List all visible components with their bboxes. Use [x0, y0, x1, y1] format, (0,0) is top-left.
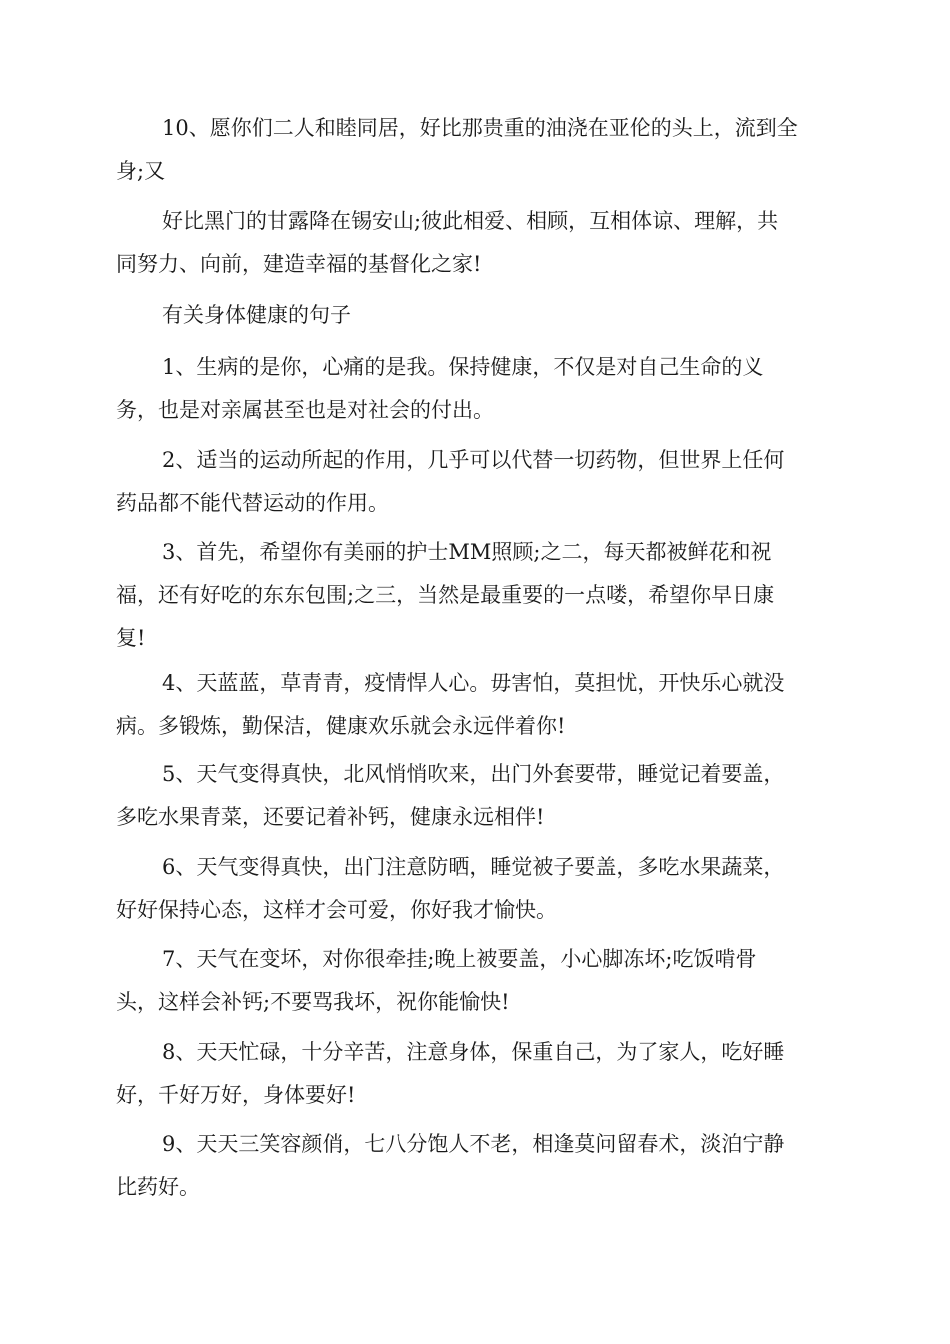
text-line: 4、天蓝蓝，草青青，疫情悍人心。毋害怕，莫担忧，开快乐心就没	[162, 671, 785, 695]
paragraph-6	[116, 846, 834, 932]
paragraph-3	[116, 531, 834, 660]
text-line: 复!	[116, 626, 146, 650]
text-line: 5、天气变得真快，北风悄悄吹来，出门外套要带，睡觉记着要盖，	[162, 762, 785, 786]
text-line: 7、天气在变坏，对你很牵挂;晚上被要盖，小心脚冻坏;吃饭啃骨	[162, 947, 757, 971]
text-line: 8、天天忙碌，十分辛苦，注意身体，保重自己，为了家人，吃好睡	[162, 1040, 785, 1064]
text-line: 多吃水果青菜，还要记着补钙，健康永远相伴!	[116, 805, 545, 829]
text-line: 10、愿你们二人和睦同居，好比那贵重的油浇在亚伦的头上，流到全	[162, 116, 798, 140]
text-line: 同努力、向前，建造幸福的基督化之家!	[116, 252, 482, 276]
paragraph-7	[116, 938, 834, 1024]
text-line: 2、适当的运动所起的作用，几乎可以代替一切药物，但世界上任何	[162, 448, 785, 472]
heading-text: 有关身体健康的句子	[162, 303, 351, 327]
paragraph-10-part-2	[116, 200, 834, 286]
text-line: 1、生病的是你，心痛的是我。保持健康，不仅是对自己生命的义	[162, 355, 764, 379]
text-line: 务，也是对亲属甚至也是对社会的付出。	[116, 398, 494, 422]
text-line: 9、天天三笑容颜俏，七八分饱人不老，相逢莫问留春术，淡泊宁静	[162, 1132, 785, 1156]
text-line: 好比黑门的甘露降在锡安山;彼此相爱、相顾，互相体谅、理解，共	[162, 209, 779, 233]
paragraph-9	[116, 1123, 834, 1209]
text-line: 药品都不能代替运动的作用。	[116, 491, 389, 515]
text-line: 头，这样会补钙;不要骂我坏，祝你能愉快!	[116, 990, 510, 1014]
text-line: 3、首先，希望你有美丽的护士MM照顾;之二，每天都被鲜花和祝	[162, 540, 772, 564]
section-heading	[116, 294, 834, 337]
text-line: 好，千好万好，身体要好!	[116, 1083, 356, 1107]
paragraph-1	[116, 346, 834, 432]
text-line: 6、天气变得真快，出门注意防晒，睡觉被子要盖，多吃水果蔬菜，	[162, 855, 785, 879]
paragraph-10-part-1	[116, 107, 834, 193]
paragraph-5	[116, 753, 834, 839]
text-line: 身;又	[116, 159, 166, 183]
text-line: 好好保持心态，这样才会可爱，你好我才愉快。	[116, 898, 557, 922]
paragraph-8	[116, 1031, 834, 1117]
paragraph-2	[116, 439, 834, 525]
text-line: 福，还有好吃的东东包围;之三，当然是最重要的一点喽，希望你早日康	[116, 583, 775, 607]
paragraph-4	[116, 662, 834, 748]
text-line: 病。多锻炼，勤保洁，健康欢乐就会永远伴着你!	[116, 714, 566, 738]
text-line: 比药好。	[116, 1175, 200, 1199]
